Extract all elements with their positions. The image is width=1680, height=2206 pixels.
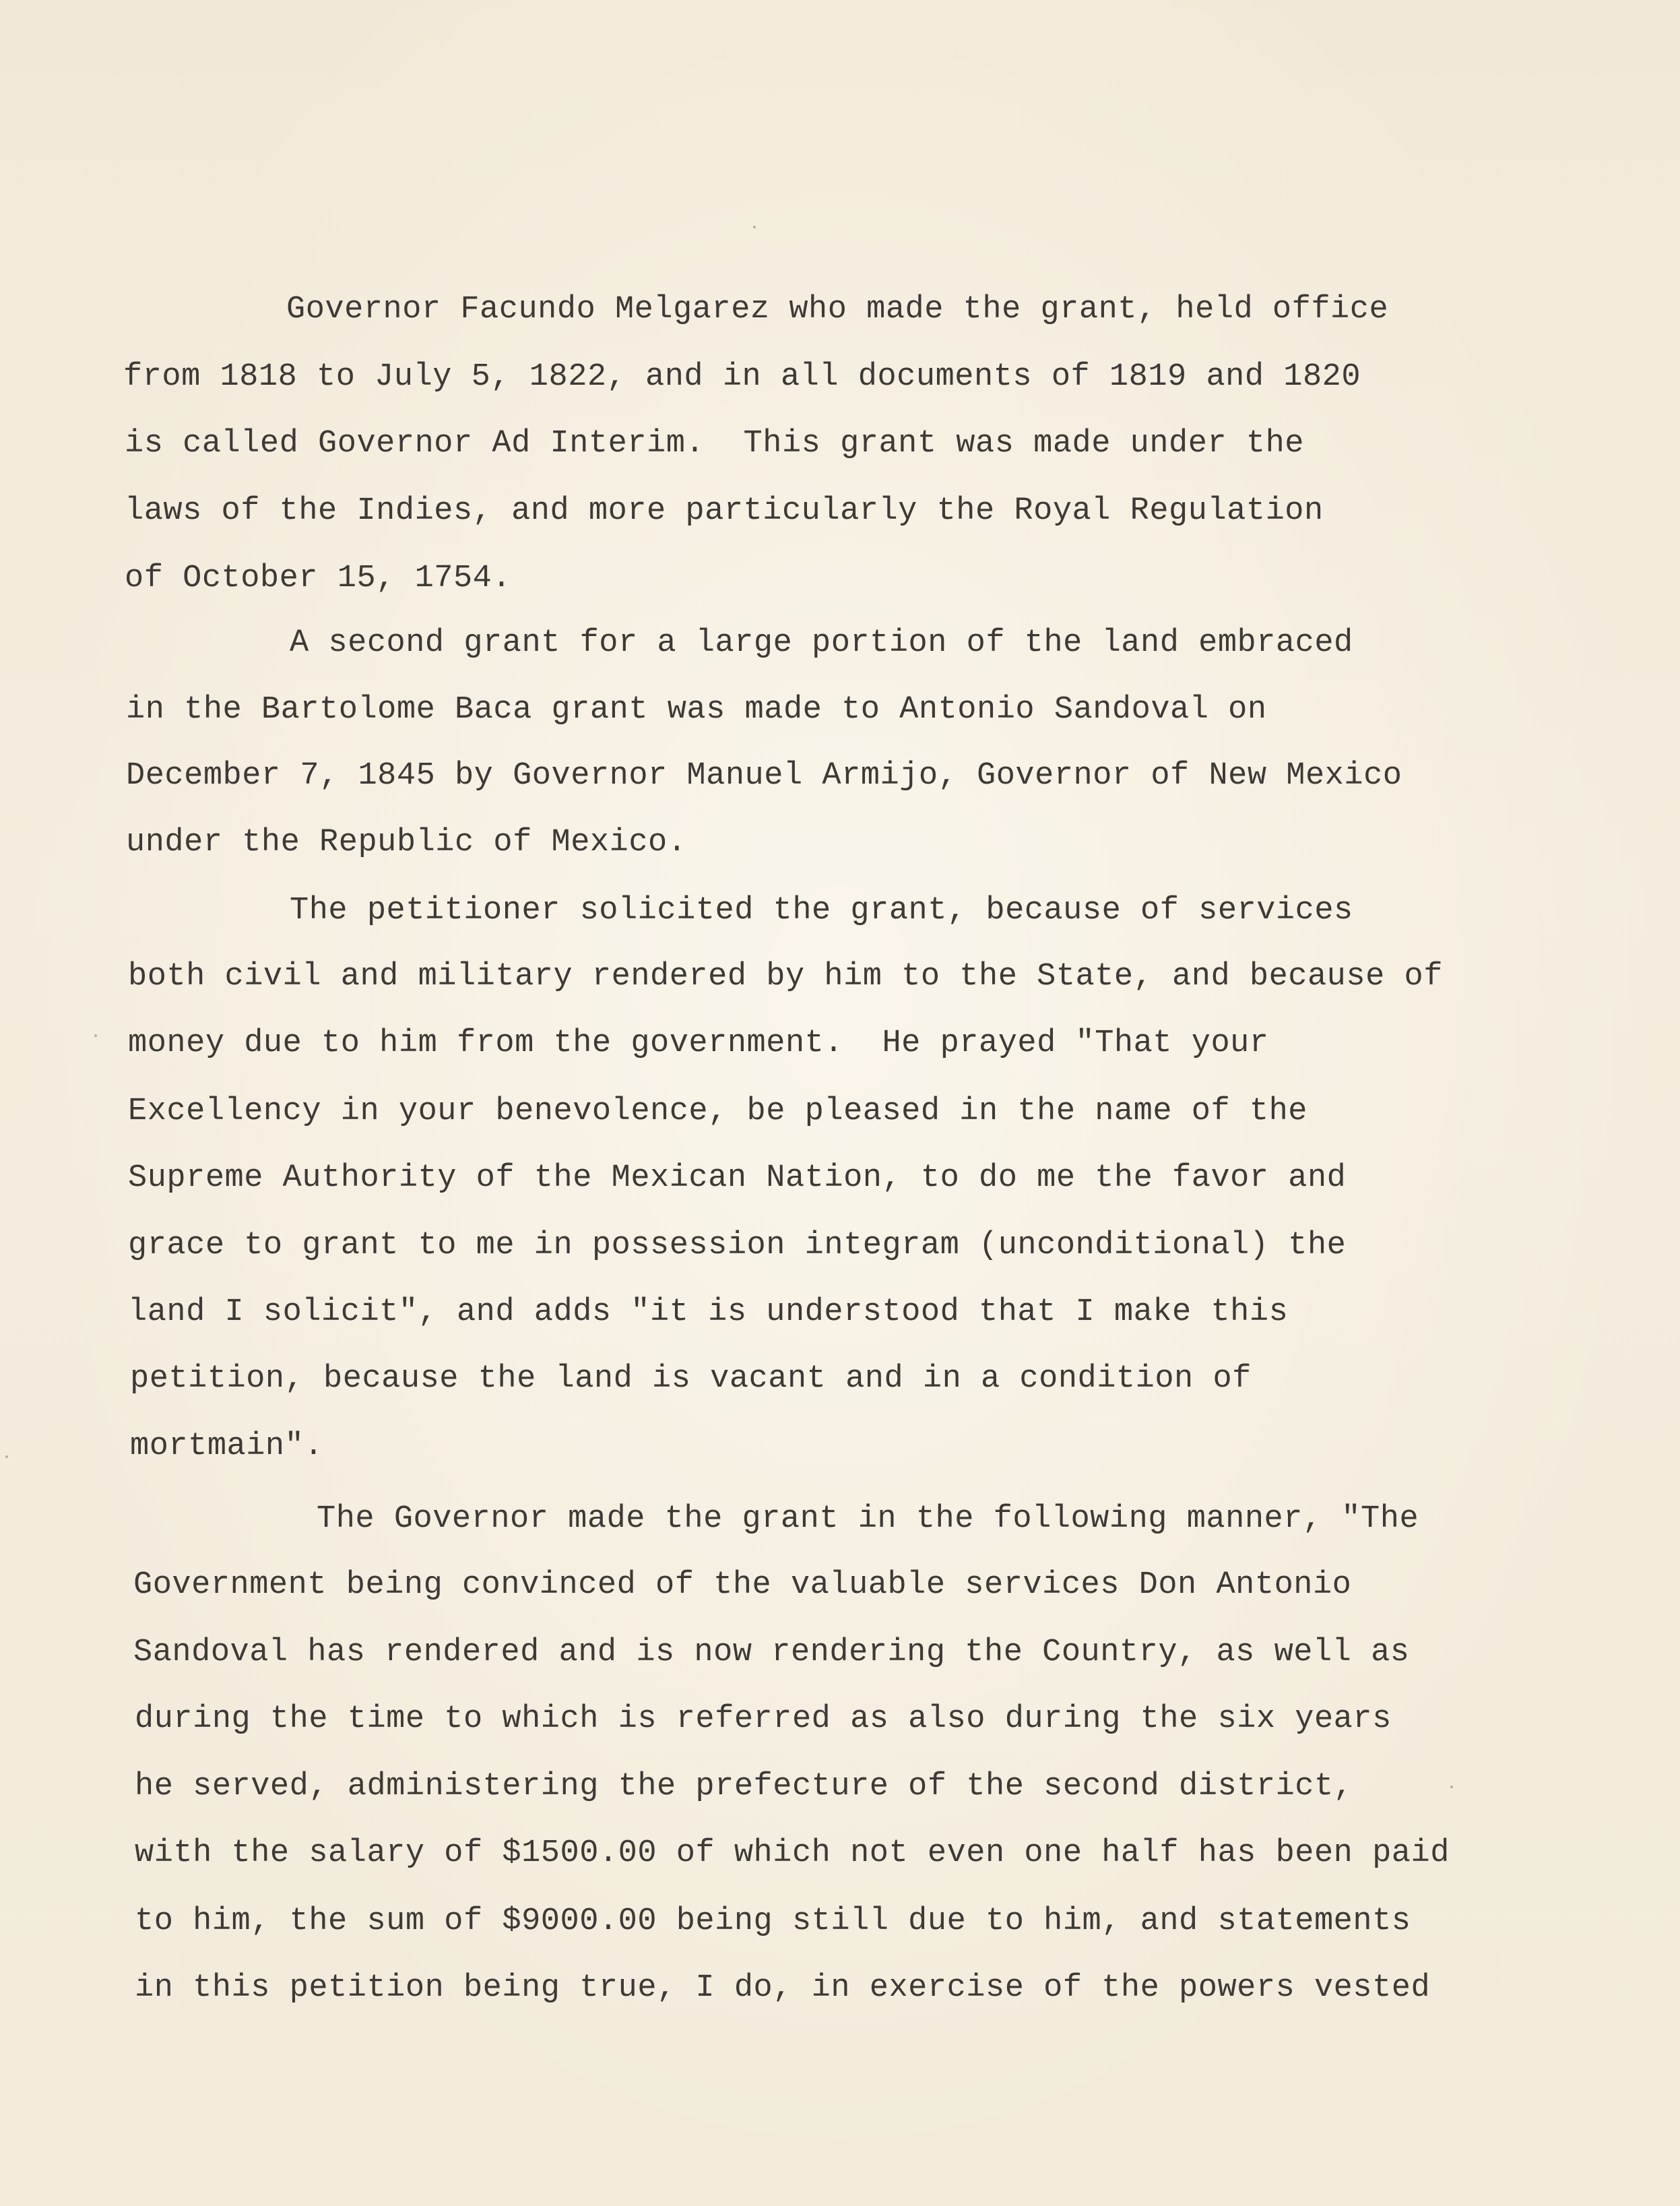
text-line: is called Governor Ad Interim. This grant was made under the	[125, 426, 1304, 462]
text-line: under the Republic of Mexico.	[126, 825, 687, 860]
text-line: December 7, 1845 by Governor Manuel Armijo, Governor of New Mexico	[126, 758, 1402, 794]
text-line: Supreme Authority of the Mexican Nation, to do me the favor and	[128, 1160, 1347, 1196]
text-line: to him, the sum of $9000.00 being still due to him, and statements	[135, 1903, 1411, 1939]
text-line: from 1818 to July 5, 1822, and in all documents of 1819 and 1820	[123, 359, 1361, 395]
text-line: petition, because the land is vacant and in a condition of	[130, 1361, 1252, 1397]
text-line: both civil and military rendered by him to the State, and because of	[128, 959, 1443, 995]
text-line: A second grant for a large portion of the land embraced	[290, 625, 1353, 661]
text-line: Governor Facundo Melgarez who made the grant, held office	[286, 292, 1389, 327]
text-line: mortmain".	[130, 1428, 324, 1464]
text-line: The petitioner solicited the grant, because of services	[290, 893, 1353, 928]
text-line: of October 15, 1754.	[125, 561, 512, 596]
text-line: Government being convinced of the valuable services Don Antonio	[133, 1567, 1352, 1603]
text-line: Excellency in your benevolence, be pleased in the name of the	[128, 1094, 1307, 1129]
paper-speck	[753, 226, 756, 228]
paper-speck	[5, 1455, 8, 1458]
text-line: during the time to which is referred as also during the six years	[135, 1701, 1392, 1737]
text-line: in this petition being true, I do, in exercise of the powers vested	[135, 1970, 1431, 2006]
text-line: in the Bartolome Baca grant was made to Antonio Sandoval on	[126, 692, 1267, 728]
text-line: laws of the Indies, and more particularly the Royal Regulation	[125, 493, 1324, 529]
text-line: grace to grant to me in possession integram (unconditional) the	[128, 1228, 1347, 1263]
text-line: The Governor made the grant in the following manner, "The	[317, 1501, 1419, 1537]
paper-speck	[1450, 1786, 1453, 1788]
text-line: Sandoval has rendered and is now rendering the Country, as well as	[133, 1635, 1410, 1670]
text-line: money due to him from the government. He prayed "That your	[128, 1026, 1269, 1061]
paper-speck	[94, 1034, 97, 1037]
text-line: he served, administering the prefecture of the second district,	[135, 1769, 1353, 1804]
text-line: with the salary of $1500.00 of which not even one half has been paid	[135, 1835, 1450, 1871]
text-line: land I solicit", and adds "it is understood that I make this	[128, 1294, 1289, 1330]
